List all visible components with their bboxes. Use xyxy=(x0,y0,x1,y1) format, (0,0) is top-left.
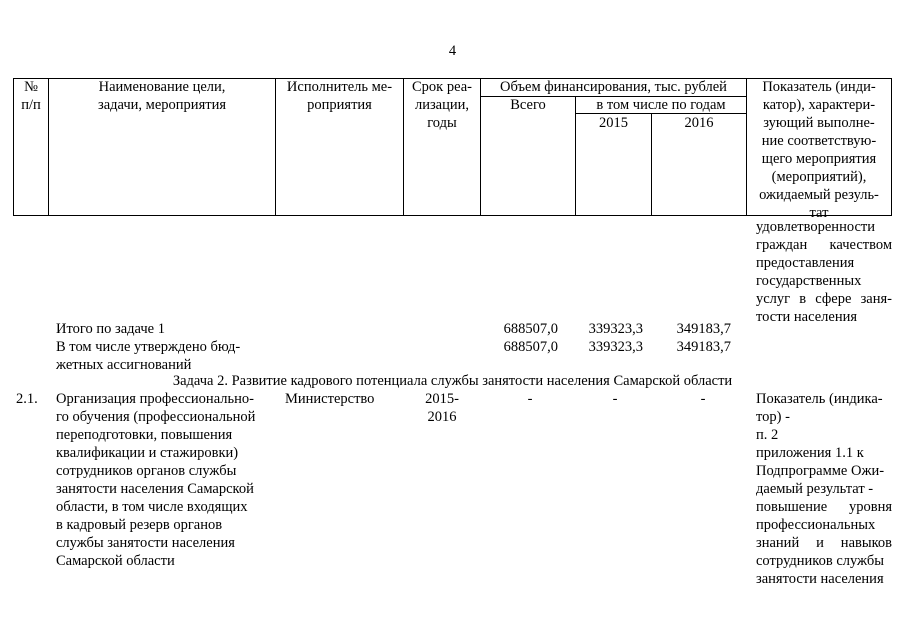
row-2-1-total: - xyxy=(527,391,533,407)
header-executor: Исполнитель ме- роприятия xyxy=(286,79,393,113)
header-num: № п/п xyxy=(21,79,41,113)
totals-total: 688507,0 xyxy=(503,321,558,337)
approved-total: 688507,0 xyxy=(503,339,558,355)
row-2-1-name: Организация профессионально- го обучения (профессиональной переподготовки, повышения квалификации и стажировки) сотрудников органов службы занятости населения Самарской области, в том числе входящих в кадровый резерв органов службы занятости населения Самарской области xyxy=(56,391,256,569)
approved-2016: 349183,7 xyxy=(676,339,731,355)
row-2-1-2015: - xyxy=(612,391,618,407)
header-funding: Объем финансирования, тыс. рублей xyxy=(500,79,727,95)
totals-label: Итого по задаче 1 xyxy=(56,321,165,337)
header-by-years: в том числе по годам xyxy=(596,97,726,113)
header-name: Наименование цели, задачи, мероприятия xyxy=(97,79,226,113)
task2-title: Задача 2. Развитие кадрового потенциала службы занятости населения Самарской области xyxy=(172,373,733,389)
totals-2016: 349183,7 xyxy=(676,321,731,337)
page-number: 4 xyxy=(448,43,457,59)
approved-2015: 339323,3 xyxy=(588,339,643,355)
totals-2015: 339323,3 xyxy=(588,321,643,337)
indicator-continuation: удовлетворенности граждан качеством предоставления государственных услуг в сфере заня- тости населения xyxy=(756,219,892,325)
header-indicator: Показатель (инди- катор), характери- зующий выполне- ние соответствую- щего мероприятия (мероприятий), ожидаемый резуль- тат xyxy=(759,79,879,221)
row-2-1-term: 2015- 2016 xyxy=(425,391,459,425)
header-term: Срок реа- лизации, годы xyxy=(412,79,472,131)
approved-label: В том числе утверждено бюд- жетных ассигнований xyxy=(56,339,241,373)
header-total: Всего xyxy=(510,97,546,113)
row-2-1-indicator: Показатель (индика- тор) - п. 2 приложения 1.1 к Подпрограмме Ожи- даемый результат - повышение уровня профессиональных знаний и навыков сотрудников службы занятости населения xyxy=(756,391,892,587)
row-2-1-num: 2.1. xyxy=(16,391,38,407)
header-year-2016: 2016 xyxy=(684,115,714,131)
row-2-1-2016: - xyxy=(700,391,706,407)
col-border-8 xyxy=(891,78,892,216)
row-2-1-executor: Министерство xyxy=(285,391,375,407)
header-year-2015: 2015 xyxy=(599,115,628,131)
